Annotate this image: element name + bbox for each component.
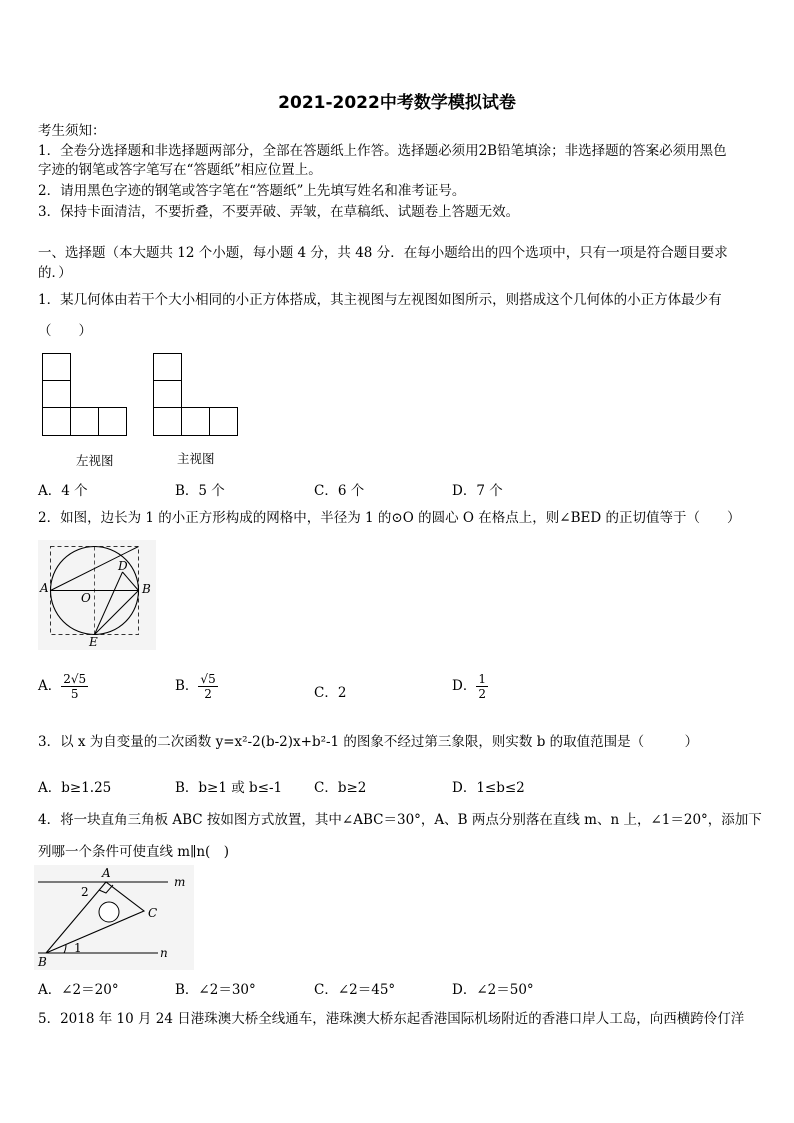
q4-option-a[interactable]: A．∠2＝20° (38, 982, 119, 998)
q3-option-d[interactable]: D．1≤b≤2 (452, 780, 525, 796)
angle-1-label: 1 (74, 941, 82, 955)
section-heading-cont: 的．） (38, 265, 72, 281)
q1-option-c[interactable]: C．6 个 (314, 483, 365, 499)
main-view-figure (154, 354, 238, 436)
notice-item: 1．全卷分选择题和非选择题两部分，全部在答题纸上作答。选择题必须用2B铅笔填涂；非选择题的答案必须用黑色 (38, 143, 727, 159)
notice-item: 2．请用黑色字迹的钢笔或答字笔在“答题纸”上先填写姓名和准考证号。 (38, 183, 466, 199)
q2-option-c[interactable]: C．2 (314, 685, 347, 701)
q1-option-d[interactable]: D．7 个 (452, 483, 503, 499)
q1-option-a[interactable]: A．4 个 (38, 483, 88, 499)
point-a-label: A (40, 581, 49, 595)
left-view-figure (43, 354, 127, 436)
notice-item: 3．保持卡面清洁，不要折叠，不要弄破、弄皱，在草稿纸、试题卷上答题无效。 (38, 204, 520, 220)
q2-circle-grid-figure (38, 540, 156, 650)
q3-option-a[interactable]: A．b≥1.25 (38, 780, 112, 796)
section-heading: 一、选择题（本大题共 12 个小题，每小题 4 分，共 48 分．在每小题给出的四个选项中，只有一项是符合题目要求 (38, 245, 728, 261)
left-view-caption: 左视图 (76, 453, 114, 468)
q1-option-b[interactable]: B．5 个 (175, 483, 225, 499)
point-e-label: E (89, 635, 98, 649)
q1-views-figure (38, 348, 248, 470)
q4-triangle-figure (34, 865, 194, 970)
notice-heading: 考生须知： (38, 123, 106, 139)
point-b-label: B (142, 582, 151, 596)
vertex-a-label: A (102, 866, 111, 880)
angle-2-label: 2 (81, 885, 89, 899)
q3-option-c[interactable]: C．b≥2 (314, 780, 367, 796)
main-view-caption: 主视图 (177, 451, 215, 466)
notice-item: 字迹的钢笔或答字笔写在“答题纸”相应位置上。 (38, 162, 322, 178)
q2-stem: 2．如图，边长为 1 的小正方形构成的网格中，半径为 1 的⊙O 的圆心 O 在格点上，则∠BED 的正切值等于（ ） (38, 510, 741, 526)
point-o-label: O (81, 591, 91, 605)
point-d-label: D (118, 559, 128, 573)
q2-option-d[interactable]: D． $\frac{1}{2}$ (452, 672, 486, 701)
q4-option-d[interactable]: D．∠2＝50° (452, 982, 534, 998)
q3-stem: 3．以 x 为自变量的二次函数 y=x²-2(b-2)x+b²-1 的图象不经过第三象限，则实数 b 的取值范围是（ ） (38, 734, 699, 750)
vertex-b-label: B (38, 955, 47, 969)
line-m-label: m (174, 875, 186, 889)
q2-option-b[interactable]: B． $\frac{√5}{2}$ (175, 672, 216, 701)
q1-stem: 1．某几何体由若干个大小相同的小正方体搭成，其主视图与左视图如图所示，则搭成这个几何体的小正方体最少有 (38, 292, 722, 308)
q5-stem: 5．2018 年 10 月 24 日港珠澳大桥全线通车，港珠澳大桥东起香港国际机场附近的香港口岸人工岛，向西横跨伶仃洋 (38, 1011, 745, 1027)
q1-stem-cont: （ ） (38, 323, 92, 339)
q2-option-a[interactable]: A． $\frac{2√5}{5}$ (38, 672, 87, 701)
q3-option-b[interactable]: B．b≥1 或 b≤-1 (175, 780, 283, 796)
q4-option-c[interactable]: C．∠2＝45° (314, 982, 396, 998)
q4-option-b[interactable]: B．∠2＝30° (175, 982, 256, 998)
line-n-label: n (160, 946, 168, 960)
q4-stem-cont: 列哪一个条件可使直线 m∥n( ) (38, 844, 230, 860)
page-title: 2021-2022中考数学模拟试卷 (278, 93, 516, 113)
q4-stem: 4．将一块直角三角板 ABC 按如图方式放置，其中∠ABC＝30°，A、B 两点分别落在直线 m、n 上，∠1＝20°，添加下 (38, 812, 762, 828)
vertex-c-label: C (148, 906, 158, 920)
